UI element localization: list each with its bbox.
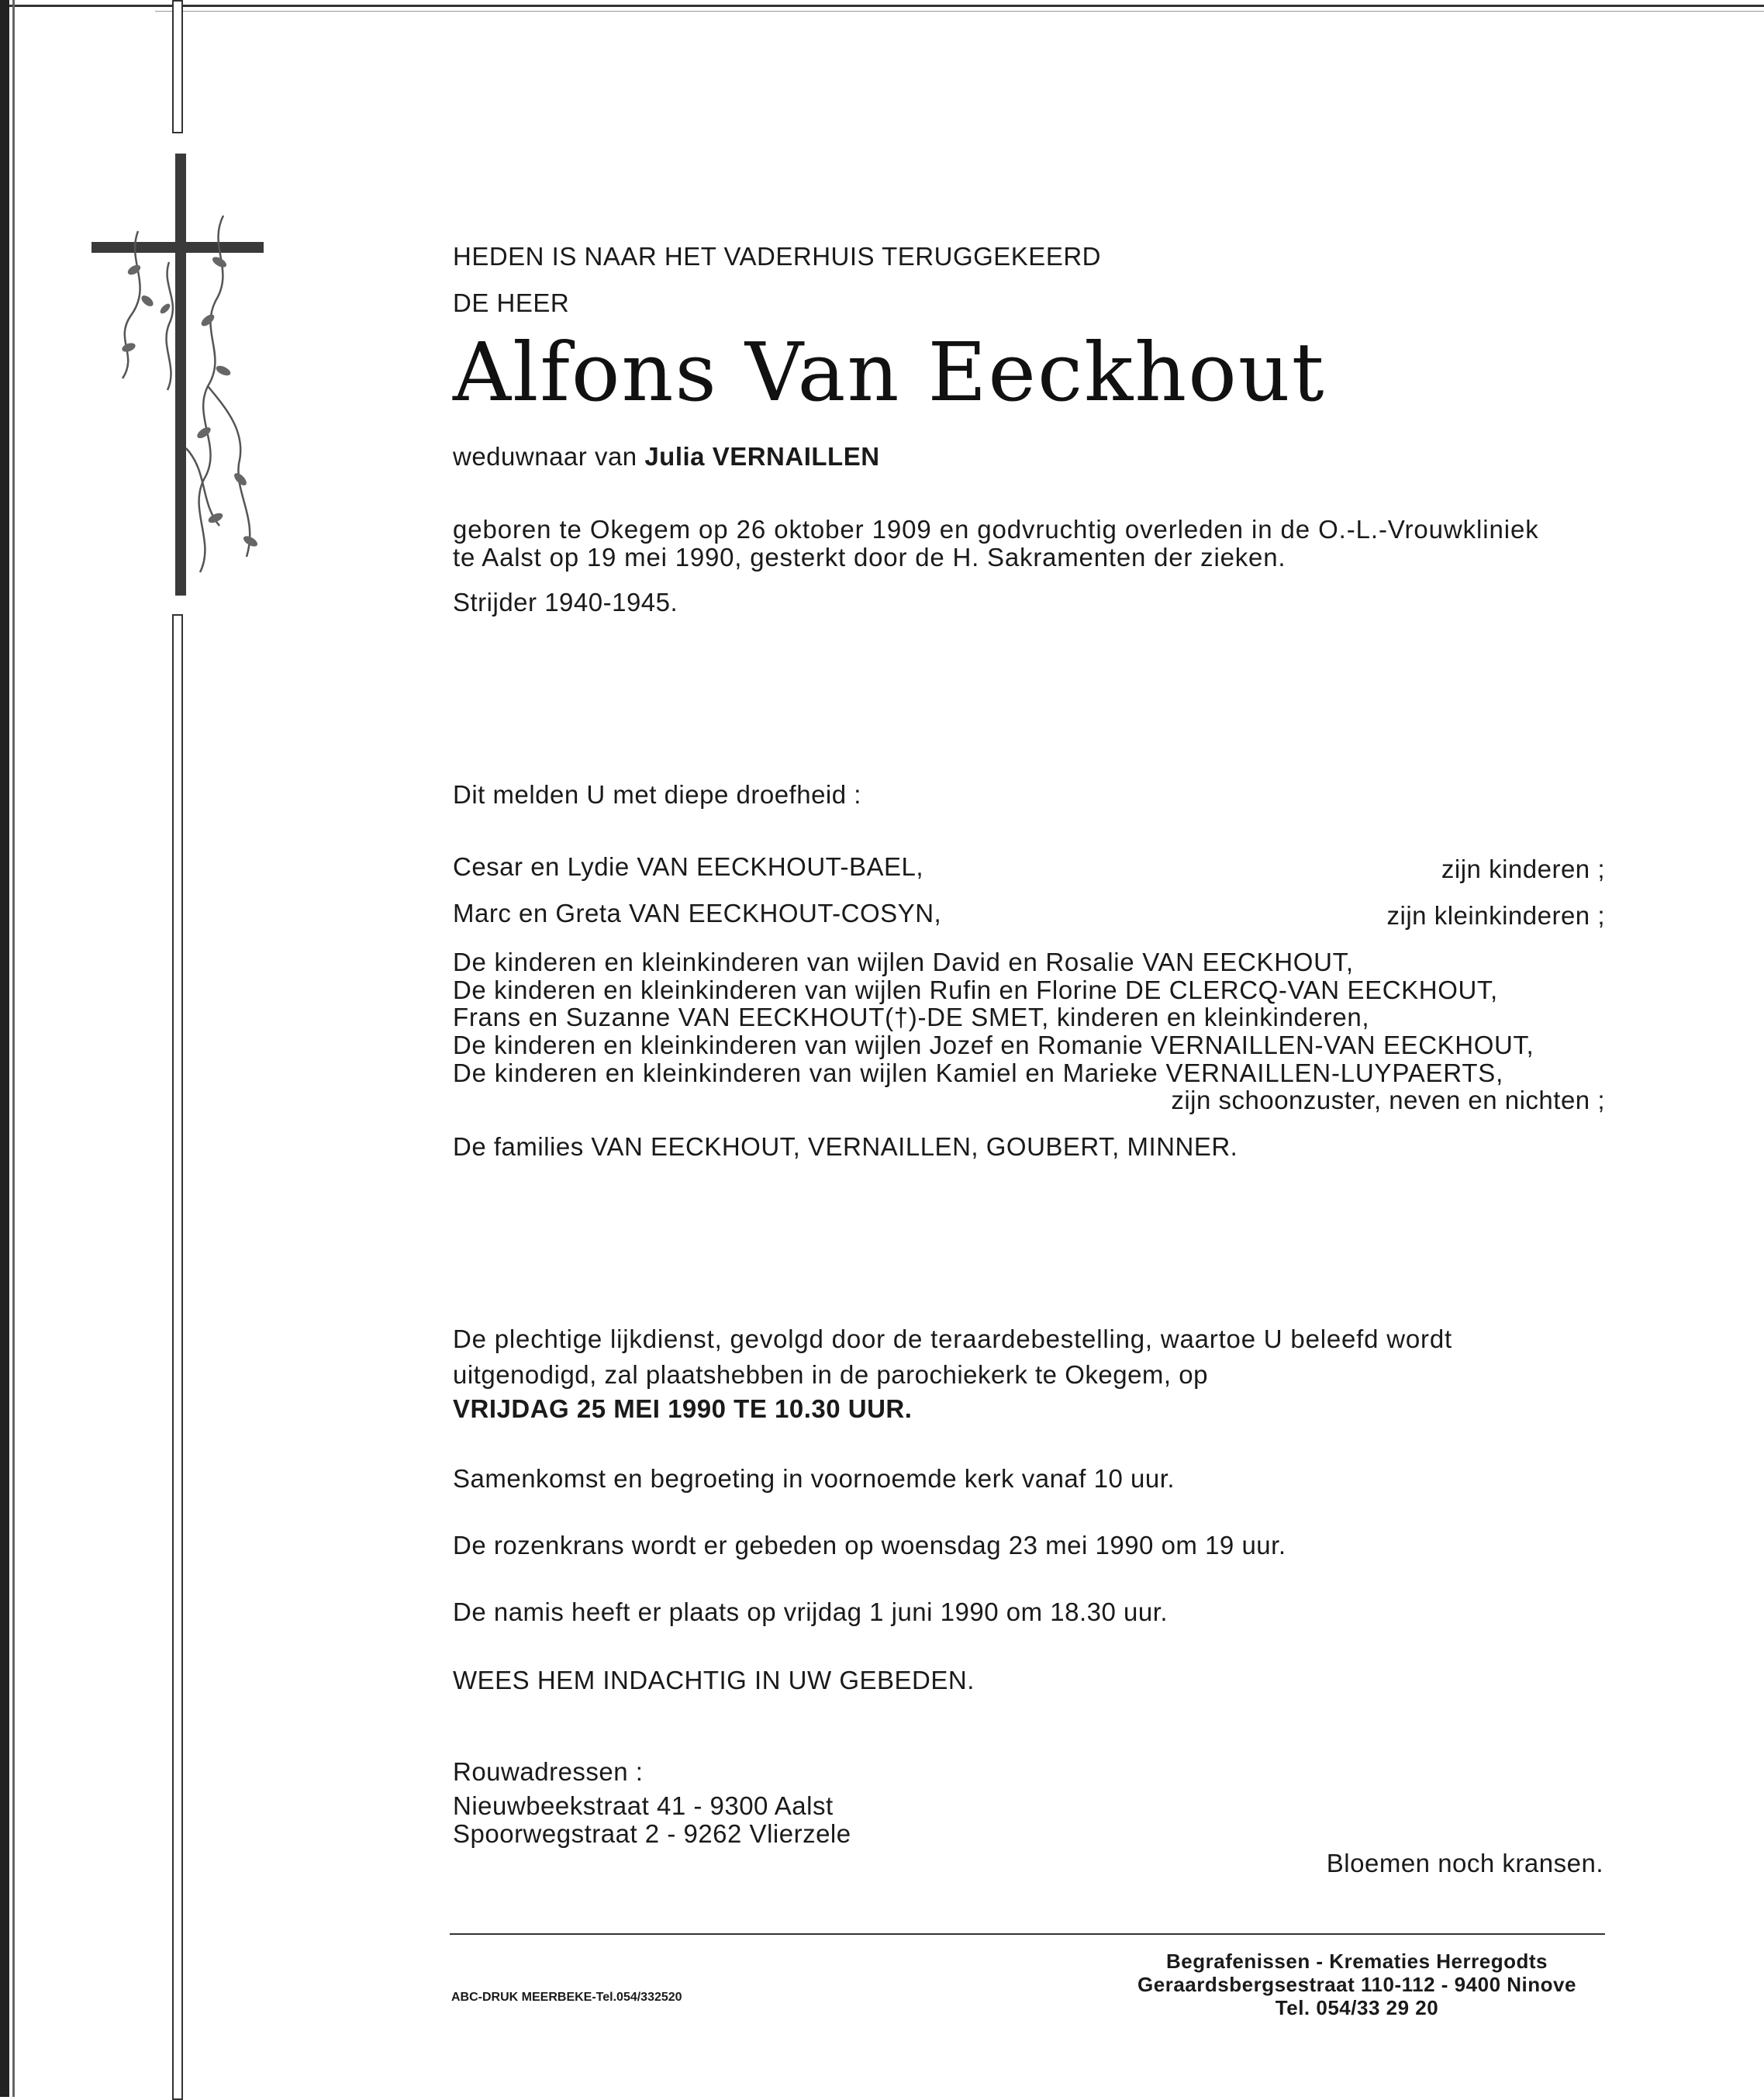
relative-line: De kinderen en kleinkinderen van wijlen Jozef en Romanie VERNAILLEN-VAN EECKHOUT, xyxy=(453,1031,1534,1059)
undertaker-line2: Geraardsbergsestraat 110-112 - 9400 Ninove xyxy=(1137,1973,1576,1996)
widow-line xyxy=(453,444,880,469)
remember-line: WEES HEM INDACHTIG IN UW GEBEDEN. xyxy=(453,1666,975,1694)
vertical-rule-bottom xyxy=(172,614,183,2100)
address-line: Spoorwegstraat 2 - 9262 Vlierzele xyxy=(453,1819,851,1848)
vertical-rule-top xyxy=(172,0,183,133)
announce-row-left: Cesar en Lydie VAN EECKHOUT-BAEL, xyxy=(453,852,924,881)
bio-line1: geboren te Okegem op 26 oktober 1909 en godvruchtig overleden in de O.-L.-Vrouwkliniek xyxy=(453,515,1539,544)
announce-row-right: zijn kinderen ; xyxy=(1441,855,1605,883)
header-line1: HEDEN IS NAAR HET VADERHUIS TERUGGEKEERD xyxy=(453,242,1101,271)
top-border xyxy=(0,5,1764,7)
relative-line: De kinderen en kleinkinderen van wijlen David en Rosalie VAN EECKHOUT, xyxy=(453,948,1354,976)
relative-line: De kinderen en kleinkinderen van wijlen Kamiel en Marieke VERNAILLEN-LUYPAERTS, xyxy=(453,1059,1504,1087)
rosary-line: De rozenkrans wordt er gebeden op woensdag 23 mei 1990 om 19 uur. xyxy=(453,1531,1286,1559)
addresses-title: Rouwadressen : xyxy=(453,1757,644,1786)
left-border-thin xyxy=(12,0,15,2097)
gathering-line: Samenkomst en begroeting in voornoemde kerk vanaf 10 uur. xyxy=(453,1464,1175,1493)
announce-row-left: Marc en Greta VAN EECKHOUT-COSYN, xyxy=(453,899,942,927)
namis-line: De namis heeft er plaats op vrijdag 1 juni 1990 om 18.30 uur. xyxy=(453,1597,1169,1626)
relatives-suffix: zijn schoonzuster, neven en nichten ; xyxy=(1171,1086,1605,1114)
announce-row-right: zijn kleinkinderen ; xyxy=(1386,901,1605,930)
service-line1: De plechtige lijkdienst, gevolgd door de teraardebestelling, waartoe U beleefd wordt xyxy=(453,1325,1452,1353)
bio-line3: Strijder 1940-1945. xyxy=(453,588,678,617)
families-line: De families VAN EECKHOUT, VERNAILLEN, GOUBERT, MINNER. xyxy=(453,1132,1238,1161)
printer-credit: ABC-DRUK MEERBEKE-Tel.054/332520 xyxy=(451,1991,682,2004)
undertaker-line1: Begrafenissen - Krematies Herregodts xyxy=(1166,1950,1548,1973)
relative-line: De kinderen en kleinkinderen van wijlen Rufin en Florine DE CLERCQ-VAN EECKHOUT, xyxy=(453,976,1498,1004)
spouse-name: Julia VERNAILLEN xyxy=(644,442,880,471)
service-line2: uitgenodigd, zal plaatshebben in de parochiekerk te Okegem, op xyxy=(453,1360,1208,1389)
address-line: Nieuwbeekstraat 41 - 9300 Aalst xyxy=(453,1791,834,1820)
widow-prefix: weduwnaar van xyxy=(453,442,637,471)
announce-intro: Dit melden U met diepe droefheid : xyxy=(453,780,861,809)
deceased-name: Alfons Van Eeckhout xyxy=(453,325,1326,420)
cross-with-vine-icon xyxy=(91,154,270,596)
footer-divider xyxy=(450,1933,1605,1935)
header-line2: DE HEER xyxy=(453,288,570,317)
flowers-note: Bloemen noch kransen. xyxy=(1326,1849,1603,1877)
left-border xyxy=(0,0,9,2097)
relative-line: Frans en Suzanne VAN EECKHOUT(†)-DE SMET, kinderen en kleinkinderen, xyxy=(453,1003,1370,1031)
top-border-thin xyxy=(155,11,1764,12)
service-date: VRIJDAG 25 MEI 1990 TE 10.30 UUR. xyxy=(453,1394,913,1423)
bio-line2: te Aalst op 19 mei 1990, gesterkt door de H. Sakramenten der zieken. xyxy=(453,543,1286,572)
undertaker-line3: Tel. 054/33 29 20 xyxy=(1275,1996,1439,2019)
